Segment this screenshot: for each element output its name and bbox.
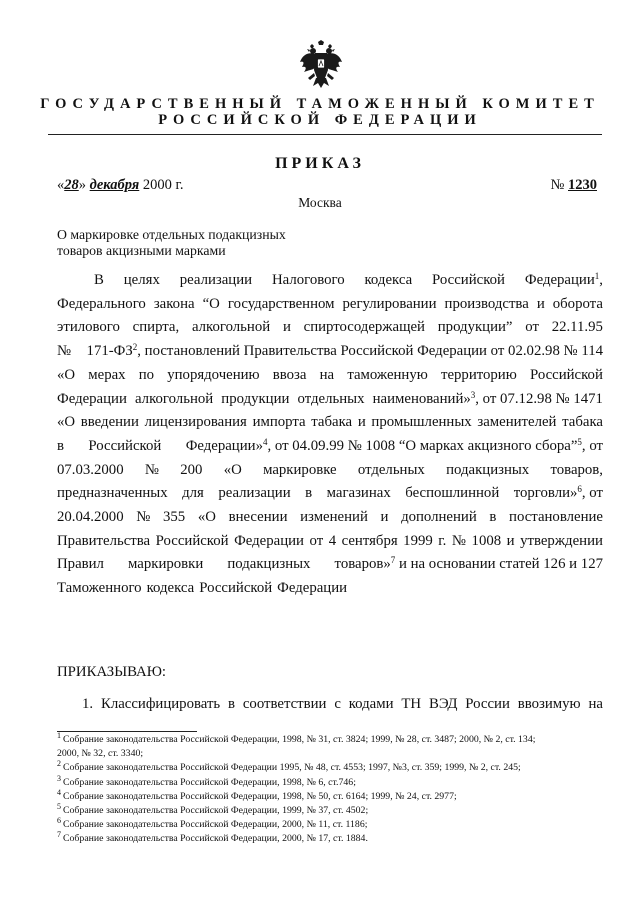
word: маркировки	[128, 556, 204, 573]
body-line	[57, 506, 603, 530]
word: в	[228, 696, 236, 712]
word: от	[525, 319, 539, 336]
word: ВЭД	[428, 696, 458, 712]
word: 07.03.2000	[57, 461, 124, 478]
footnotes	[57, 733, 607, 847]
word: Российской	[88, 437, 162, 454]
footnote-ref: 3	[470, 389, 476, 400]
organization-name: ГОСУДАРСТВЕННЫЙ ТАМОЖЕННЫЙ КОМИТЕТ	[40, 96, 600, 112]
body-line	[57, 553, 603, 577]
word: таможенную	[347, 366, 428, 383]
word: упорядочению	[167, 366, 260, 383]
word: заменителей	[477, 414, 557, 431]
word: $171-ФЗ^2$, постановлений Правительства Российской Федерации от 02.02.98 № 114	[86, 342, 603, 360]
footnote	[57, 804, 607, 818]
footnote-text: Собрание законодательства Российской Федерации, 1998, № 50, ст. 6164; 1999, № 24, ст. 2977;	[63, 790, 457, 802]
word: подакцизных	[446, 461, 530, 478]
word: в	[57, 437, 64, 454]
footnote-ref: 5	[577, 436, 582, 447]
word: импорта	[252, 414, 306, 431]
footnote-ref: 2	[132, 342, 138, 353]
word: от	[309, 532, 324, 549]
word: Таможенного	[57, 580, 142, 597]
word: России	[465, 696, 510, 712]
word: «О	[223, 461, 242, 478]
word: №	[451, 532, 467, 549]
word: «О	[57, 366, 76, 383]
word: маркировке	[263, 461, 337, 478]
word: 20.04.2000	[57, 509, 124, 526]
footnote	[57, 787, 607, 804]
word: ввозимую	[517, 696, 581, 712]
word: реализации	[179, 272, 253, 288]
word: этилового	[57, 319, 120, 336]
footnote-number: 2	[57, 759, 61, 769]
document-date: «28» декабря 2000 г.	[57, 177, 184, 193]
word: алкогольной	[191, 319, 271, 336]
footnote-divider	[57, 731, 197, 732]
word: дополнений	[401, 509, 477, 526]
coat-of-arms-icon	[299, 40, 343, 90]
word: и	[380, 509, 389, 526]
date-month: декабря	[89, 177, 140, 193]
body-line	[57, 364, 603, 388]
word: утверждении	[520, 532, 603, 549]
word: г.	[438, 532, 447, 549]
word: кодекса	[146, 580, 195, 597]
document-number: № 1230	[550, 177, 597, 193]
word: по	[138, 366, 155, 383]
word: в	[489, 509, 497, 526]
footnote-continuation: 2000, № 32, ст. 3340;	[57, 748, 144, 760]
word: 1999	[403, 532, 433, 549]
word: мерах	[88, 366, 126, 383]
word: территорию	[440, 366, 517, 383]
word: и	[536, 295, 545, 312]
word: спиртосодержащей	[303, 319, 425, 336]
word: подакцизных	[227, 556, 311, 573]
body-line	[57, 459, 603, 483]
word: производства	[444, 295, 529, 312]
word: товаров,	[550, 461, 603, 478]
word: “О	[202, 295, 220, 312]
word: 4	[328, 532, 337, 549]
word: Федерации»$^4$, от 04.09.99 № 1008 “О марках акцизного сбора”$^5$, от	[185, 436, 603, 454]
body-line	[57, 694, 603, 714]
footnote-text: Собрание законодательства Российской Федерации, 2000, № 17, ст. 1884.	[63, 833, 368, 845]
word: Федерации$^1$,	[524, 271, 603, 288]
word: предназначенных	[57, 485, 168, 502]
word: и	[506, 532, 515, 549]
footnote	[57, 818, 607, 832]
word: 1008	[471, 532, 502, 549]
word: Федерации	[57, 390, 127, 407]
word: регулировании	[342, 295, 437, 312]
word: наименований»$^3$, от 07.12.98 № 1471	[372, 389, 603, 407]
word: продукции”	[437, 319, 513, 336]
word: №	[144, 461, 159, 478]
word: целях	[123, 272, 160, 288]
word: Федерации	[234, 532, 304, 549]
order-word: ПРИКАЗЫВАЮ:	[57, 664, 167, 680]
word: лицензирования	[144, 414, 247, 431]
word: 200	[180, 461, 203, 478]
body-line	[57, 411, 603, 435]
word: 22.11.95	[551, 319, 603, 336]
body-line	[57, 293, 603, 317]
word: 355	[163, 509, 186, 526]
word: Правил	[57, 556, 104, 573]
document-city: Москва	[298, 195, 342, 210]
footnote-number: 6	[57, 816, 61, 826]
word: отдельных	[357, 461, 425, 478]
header-divider	[48, 134, 602, 135]
word: ввоза	[272, 366, 307, 383]
body-line	[57, 435, 603, 459]
subject-line: товаров акцизными марками	[57, 243, 226, 258]
footnote-text: Собрание законодательства Российской Федерации, 1998, № 6, ст.746;	[63, 776, 356, 788]
body-line	[57, 269, 603, 293]
document-type: ПРИКАЗ	[275, 155, 365, 172]
word: и	[357, 414, 366, 431]
footnote-text: Собрание законодательства Российской Федерации, 1999, № 37, ст. 4502;	[63, 805, 369, 817]
word: Правительства	[57, 532, 151, 549]
word: Российской	[432, 272, 505, 288]
word: постановление	[509, 509, 603, 526]
footnote	[57, 773, 607, 790]
word: Российской	[155, 532, 229, 549]
word: Российской	[199, 580, 273, 597]
document-subject	[57, 227, 286, 259]
footnote-number: 3	[57, 773, 61, 783]
body-line	[57, 316, 603, 340]
word: кодекса	[364, 272, 413, 288]
word: соответствии	[242, 696, 327, 712]
word: беспошлинной	[405, 485, 500, 502]
footnote-ref: 7	[390, 555, 396, 566]
word: отдельных	[297, 390, 365, 407]
subject-line: О маркировке отдельных подакцизных	[57, 227, 286, 242]
word: на	[588, 696, 603, 712]
word: в	[305, 485, 313, 502]
word: 1.	[82, 696, 94, 712]
word: государственном	[227, 295, 335, 312]
word: и	[282, 319, 291, 336]
word: внесении	[228, 509, 288, 526]
word: «О	[57, 414, 76, 431]
word: для	[182, 485, 204, 502]
footnote-ref: 1	[594, 271, 600, 281]
order-item-1	[57, 694, 603, 714]
word: закона	[153, 295, 195, 312]
word: кодами	[348, 696, 394, 712]
body-line	[57, 482, 603, 506]
footnote-text: Собрание законодательства Российской Федерации 1995, № 48, ст. 4553; 1997, №3, ст. 359; 1999, № 2, ст. 245;	[63, 762, 521, 774]
word: на	[319, 366, 335, 383]
word: Российской	[529, 366, 603, 383]
word: №	[57, 343, 72, 360]
footnote-number: 5	[57, 802, 61, 812]
word: оборота	[552, 295, 603, 312]
document-number-value: 1230	[568, 177, 597, 193]
word: введении	[80, 414, 139, 431]
word: В	[94, 272, 104, 288]
word: табака	[562, 414, 603, 431]
body-line	[57, 577, 603, 601]
word: Классифицировать	[100, 696, 221, 712]
word: алкогольной	[134, 390, 214, 407]
body-line	[57, 388, 603, 412]
footnote-text: Собрание законодательства Российской Федерации, 2000, № 11, ст. 1186;	[63, 819, 368, 831]
word: реализации	[218, 485, 291, 502]
body-line	[57, 530, 603, 554]
word: Федерации	[277, 580, 348, 597]
footnote-text: Собрание законодательства Российской Федерации, 1998, № 31, ст. 3824; 1999, № 28, ст. 3487; 2000, № 2, ст. 134;	[63, 734, 536, 745]
word: Налогового	[271, 272, 345, 288]
word: изменений	[300, 509, 368, 526]
footnote-number: 1	[57, 731, 61, 740]
word: сентября	[341, 532, 398, 549]
footnote-ref: 6	[577, 484, 582, 495]
date-day: 28	[64, 177, 79, 193]
word: Федерального	[57, 295, 146, 312]
footnote-number: 7	[57, 830, 61, 840]
body-line	[57, 340, 603, 364]
word: табака	[311, 414, 353, 431]
footnote	[57, 733, 607, 747]
footnote-number: 4	[57, 787, 61, 797]
word: с	[334, 696, 341, 712]
word: №	[136, 509, 151, 526]
word: «О	[197, 509, 216, 526]
word: продукции	[221, 390, 290, 407]
footnote-ref: 4	[262, 436, 268, 447]
footnote	[57, 761, 607, 775]
word: магазинах	[326, 485, 391, 502]
word: торговли»$^6$, от	[513, 484, 603, 502]
word: спирта,	[132, 319, 180, 336]
footnote	[57, 832, 607, 846]
preamble-text	[57, 269, 603, 601]
word: ТН	[401, 696, 422, 712]
word: промышленных	[371, 414, 472, 431]
word: товаров»$^7$ и на основании статей 126 и 127	[334, 555, 603, 573]
organization-name-line2: РОССИЙСКОЙ ФЕДЕРАЦИИ	[158, 112, 482, 128]
